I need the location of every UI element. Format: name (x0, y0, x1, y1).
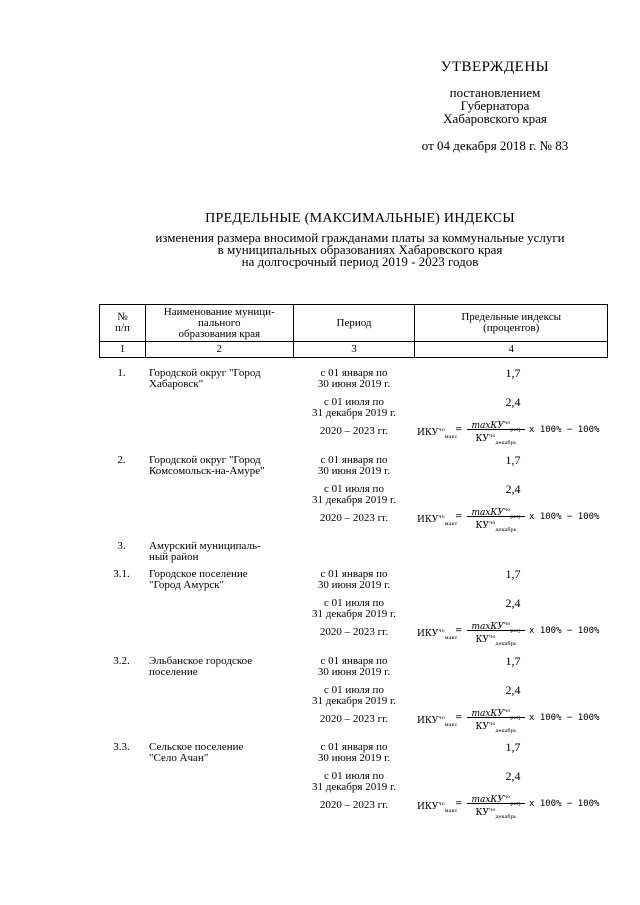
row-period-1: с 01 января по 30 июня 2019 г. (317, 655, 391, 678)
row-index-value-1: 1,7 (505, 740, 521, 754)
formula-fraction (467, 619, 525, 647)
row-index-value-1: 1,7 (505, 366, 521, 380)
row-number: 3.2. (113, 655, 130, 667)
row-municipality-name: Городской округ "Город Комсомольск-на-Амуре" (149, 454, 265, 477)
formula-equals: = (455, 512, 463, 522)
row-index-value-2: 2,4 (505, 683, 521, 697)
formula-lhs: $ИКУ^{чо}_{макс}$ (417, 715, 458, 728)
row-period-2: с 01 июля по 31 декабря 2019 г. (312, 597, 396, 620)
formula-equals: = (455, 713, 463, 723)
formula-fraction (467, 792, 525, 820)
col-number: 1 (100, 342, 146, 358)
row-number: 3. (117, 540, 126, 552)
formula-fraction (467, 505, 525, 533)
row-period-2: с 01 июля по 31 декабря 2019 г. (312, 684, 396, 707)
row-period-3: 2020 – 2023 гг. (319, 512, 389, 524)
formula-denominator: $КУ^{чо}_{декабрь}$ (475, 634, 517, 647)
row-period-1: с 01 января по 30 июня 2019 г. (317, 568, 391, 591)
document-title: ПРЕДЕЛЬНЫЕ (МАКСИМАЛЬНЫЕ) ИНДЕКСЫ (205, 211, 515, 226)
row-index-value-1: 1,7 (505, 654, 521, 668)
row-period-3: 2020 – 2023 гг. (319, 799, 389, 811)
formula-tail: x 100% − 100% (529, 425, 600, 435)
row-period-2: с 01 июля по 31 декабря 2019 г. (312, 483, 396, 506)
row-municipality-name: Сельское поселение "Село Ачан" (149, 741, 244, 764)
formula-tail: x 100% − 100% (529, 626, 600, 636)
formula-equals: = (455, 626, 463, 636)
formula-fraction (467, 706, 525, 734)
col-header-period-text: Период (336, 316, 372, 329)
subtitle-line: на долгосрочный период 2019 - 2023 годов (241, 254, 479, 269)
formula-lhs: $ИКУ^{чо}_{макс}$ (417, 628, 458, 641)
row-period-1: с 01 января по 30 июня 2019 г. (317, 454, 391, 477)
row-period-2: с 01 июля по 31 декабря 2019 г. (312, 770, 396, 793)
col-number: 4 (415, 342, 608, 358)
row-index-value-1: 1,7 (505, 453, 521, 467)
formula-numerator: maxКУ$^{чо}_{регj}$ (467, 418, 525, 430)
index-formula (417, 418, 613, 446)
col-header-no-text: № п/п (115, 311, 130, 334)
formula-fraction (467, 418, 525, 446)
approval-title: УТВЕРЖДЕНЫ (440, 59, 550, 75)
row-number: 3.1. (113, 568, 130, 580)
col-header-name-text: Наименование муници- пального образования края (163, 305, 275, 340)
row-number: 1. (117, 367, 126, 379)
approval-line-3: Хабаровского края (443, 111, 547, 126)
row-index-value-2: 2,4 (505, 596, 521, 610)
formula-equals: = (455, 425, 463, 435)
approval-line-2: Губернатора (460, 98, 530, 113)
formula-tail: x 100% − 100% (529, 713, 600, 723)
row-municipality-name: Амурский муниципаль- ный район (149, 540, 261, 563)
formula-numerator: maxКУ$^{чо}_{регj}$ (467, 706, 525, 718)
formula-denominator: $КУ^{чо}_{декабрь}$ (475, 721, 517, 734)
col-number: 3 (293, 342, 415, 358)
subtitle-line: изменения размера вносимой гражданами платы за коммунальные услуги (155, 230, 565, 245)
formula-equals: = (455, 799, 463, 809)
row-period-3: 2020 – 2023 гг. (319, 425, 389, 437)
row-index-value-2: 2,4 (505, 395, 521, 409)
formula-numerator: maxКУ$^{чо}_{регj}$ (467, 619, 525, 631)
formula-denominator: $КУ^{чо}_{декабрь}$ (475, 433, 517, 446)
row-municipality-name: Городское поселение "Город Амурск" (149, 568, 248, 591)
row-municipality-name: Городской округ "Город Хабаровск" (149, 367, 261, 390)
col-number: 2 (145, 342, 293, 358)
col-header-value-text: Предельные индексы (процентов) (461, 311, 562, 334)
index-formula (417, 505, 613, 533)
formula-numerator: maxКУ$^{чо}_{регj}$ (467, 505, 525, 517)
approval-date: от 04 декабря 2018 г. № 83 (421, 138, 569, 153)
formula-lhs: $ИКУ^{чо}_{макс}$ (417, 514, 458, 527)
row-index-value-2: 2,4 (505, 769, 521, 783)
formula-tail: x 100% − 100% (529, 799, 600, 809)
formula-lhs: $ИКУ^{чо}_{макс}$ (417, 427, 458, 440)
row-index-value-1: 1,7 (505, 567, 521, 581)
row-period-2: с 01 июля по 31 декабря 2019 г. (312, 396, 396, 419)
approval-line-1: постановлением (449, 85, 541, 100)
row-period-3: 2020 – 2023 гг. (319, 626, 389, 638)
subtitle-line: в муниципальных образованиях Хабаровского края (217, 242, 503, 257)
row-index-value-2: 2,4 (505, 482, 521, 496)
formula-denominator: $КУ^{чо}_{декабрь}$ (475, 807, 517, 820)
formula-denominator: $КУ^{чо}_{декабрь}$ (475, 520, 517, 533)
row-period-1: с 01 января по 30 июня 2019 г. (317, 741, 391, 764)
formula-lhs: $ИКУ^{чо}_{макс}$ (417, 801, 458, 814)
row-period-3: 2020 – 2023 гг. (319, 713, 389, 725)
row-period-1: с 01 января по 30 июня 2019 г. (317, 367, 391, 390)
row-number: 2. (117, 454, 126, 466)
row-number: 3.3. (113, 741, 130, 753)
formula-tail: x 100% − 100% (529, 512, 600, 522)
index-formula (417, 792, 613, 820)
index-formula (417, 706, 613, 734)
row-municipality-name: Эльбанское городское поселение (149, 655, 253, 678)
indices-table-body (99, 0, 608, 905)
index-formula (417, 619, 613, 647)
formula-numerator: maxКУ$^{чо}_{регj}$ (467, 792, 525, 804)
